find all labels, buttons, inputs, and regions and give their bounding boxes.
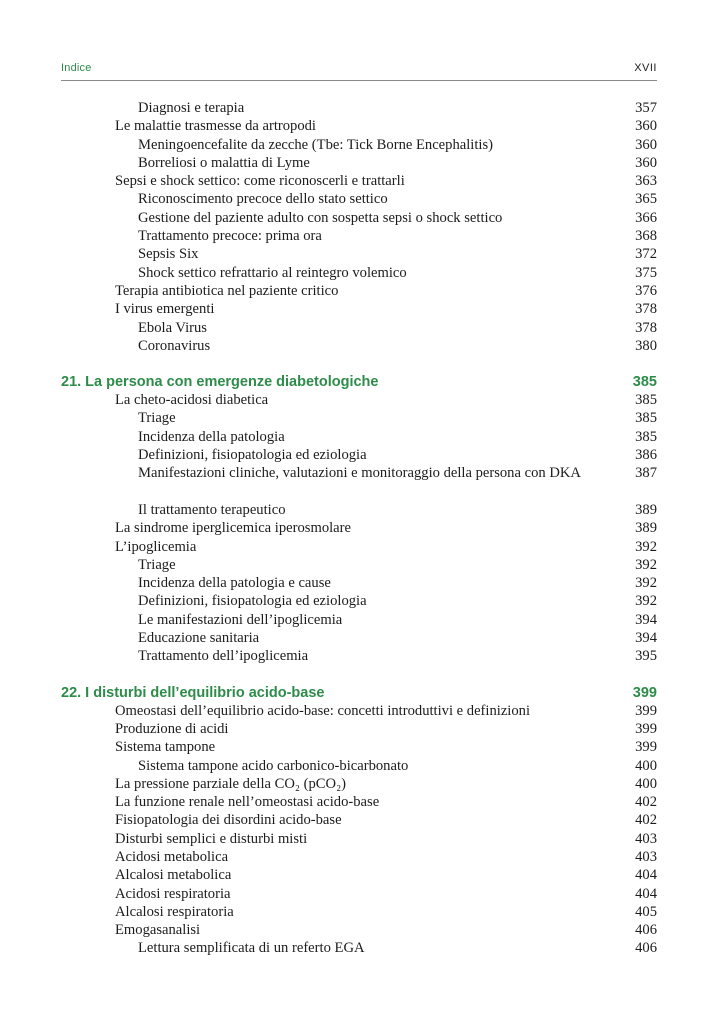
toc-entry-page: 366 xyxy=(635,209,657,226)
toc-subsection-entry[interactable] xyxy=(61,319,657,337)
toc-entry-title: Le malattie trasmesse da artropodi xyxy=(115,118,316,135)
toc-entry-page: 400 xyxy=(635,775,657,792)
toc-entry-title: Il trattamento terapeutico xyxy=(138,501,286,518)
toc-entry-title: Riconoscimento precoce dello stato settico xyxy=(138,191,388,208)
toc-entry-page: 402 xyxy=(635,794,657,811)
toc-section-entry[interactable] xyxy=(61,282,657,300)
toc-section-entry[interactable] xyxy=(61,172,657,190)
toc-entry-page: 395 xyxy=(635,648,657,665)
toc-entry-title: L’ipoglicemia xyxy=(115,538,197,555)
toc-subsection-entry[interactable] xyxy=(61,190,657,208)
toc-entry-page: 368 xyxy=(635,228,657,245)
toc-subsection-entry[interactable] xyxy=(61,409,657,427)
toc-section-entry[interactable] xyxy=(61,702,657,720)
toc-subsection-entry[interactable] xyxy=(61,464,657,501)
toc-section-entry[interactable] xyxy=(61,811,657,829)
toc-entry-title: Alcalosi respiratoria xyxy=(115,903,234,920)
toc-entry-page: 360 xyxy=(635,136,657,153)
toc-entry-page: 392 xyxy=(635,556,657,573)
toc-entry-title: Disturbi semplici e disturbi misti xyxy=(115,830,308,847)
toc-subsection-entry[interactable] xyxy=(61,337,657,355)
toc-subsection-entry[interactable] xyxy=(61,136,657,154)
toc-entry-page: 392 xyxy=(635,575,657,592)
section-title: Indice xyxy=(61,62,92,74)
toc-entry-page: 399 xyxy=(632,684,657,701)
toc-subsection-entry[interactable] xyxy=(61,629,657,647)
toc-entry-page: 404 xyxy=(635,885,657,902)
toc-entry-page: 385 xyxy=(635,428,657,445)
toc-entry-title: La funzione renale nell’omeostasi acido-base xyxy=(115,794,380,811)
toc-section-entry[interactable] xyxy=(61,866,657,884)
page-number: XVII xyxy=(634,62,657,74)
toc-entry-title: Terapia antibiotica nel paziente critico xyxy=(115,282,339,299)
toc-entry-title: Gestione del paziente adulto con sospetta sepsi o shock settico xyxy=(138,209,503,226)
toc-entry-page: 387 xyxy=(635,465,657,482)
chapter-spacer xyxy=(61,666,657,684)
toc-subsection-entry[interactable] xyxy=(61,592,657,610)
toc-entry-page: 372 xyxy=(635,246,657,263)
toc-subsection-entry[interactable] xyxy=(61,99,657,117)
toc-entry-page: 385 xyxy=(635,392,657,409)
toc-subsection-entry[interactable] xyxy=(61,428,657,446)
toc-subsection-entry[interactable] xyxy=(61,501,657,519)
toc-entry-page: 394 xyxy=(635,611,657,628)
toc-entry-page: 360 xyxy=(635,118,657,135)
chapter-spacer xyxy=(61,355,657,373)
toc-entry-title: Acidosi metabolica xyxy=(115,848,229,865)
toc-entry-title: Manifestazioni cliniche, valutazioni e monitoraggio della persona con DKA xyxy=(138,465,581,482)
toc-section-entry[interactable] xyxy=(61,538,657,556)
toc-entry-page: 365 xyxy=(635,191,657,208)
toc-subsection-entry[interactable] xyxy=(61,446,657,464)
toc-entry-title: Triage xyxy=(138,410,176,427)
toc-section-entry[interactable] xyxy=(61,903,657,921)
toc-entry-page: 363 xyxy=(635,173,657,190)
toc-entry-page: 403 xyxy=(635,830,657,847)
toc-subsection-entry[interactable] xyxy=(61,611,657,629)
toc-entry-title: Sepsis Six xyxy=(138,246,199,263)
toc-entry-title: Definizioni, fisiopatologia ed eziologia xyxy=(138,447,367,464)
toc-section-entry[interactable] xyxy=(61,519,657,537)
toc-entry-title: La sindrome iperglicemica iperosmolare xyxy=(115,520,351,537)
toc-entry-title: Produzione di acidi xyxy=(115,720,229,737)
toc-section-entry[interactable] xyxy=(61,738,657,756)
toc-entry-page: 394 xyxy=(635,630,657,647)
toc-section-entry[interactable] xyxy=(61,720,657,738)
toc-entry-title: Coronavirus xyxy=(138,337,211,354)
toc-subsection-entry[interactable] xyxy=(61,647,657,665)
toc-subsection-entry[interactable] xyxy=(61,757,657,775)
toc-entry-page: 385 xyxy=(635,410,657,427)
toc-entry-title: Diagnosi e terapia xyxy=(138,100,245,116)
table-of-contents xyxy=(61,99,657,958)
toc-section-entry[interactable] xyxy=(61,775,657,793)
toc-entry-title: I virus emergenti xyxy=(115,301,215,318)
toc-entry-page: 389 xyxy=(635,501,657,518)
toc-entry-title: Trattamento dell’ipoglicemia xyxy=(138,648,309,665)
toc-entry-title: Fisiopatologia dei disordini acido-base xyxy=(115,812,342,829)
toc-entry-title: Alcalosi metabolica xyxy=(115,867,232,884)
toc-entry-page: 392 xyxy=(635,593,657,610)
toc-entry-page: 378 xyxy=(635,301,657,318)
toc-section-entry[interactable] xyxy=(61,300,657,318)
toc-entry-page: 404 xyxy=(635,867,657,884)
toc-subsection-entry[interactable] xyxy=(61,264,657,282)
toc-entry-page: 385 xyxy=(632,374,657,391)
toc-entry-page: 400 xyxy=(635,757,657,774)
toc-entry-title: Trattamento precoce: prima ora xyxy=(138,228,322,245)
toc-entry-page: 380 xyxy=(635,337,657,354)
toc-subsection-entry[interactable] xyxy=(61,556,657,574)
toc-section-entry[interactable] xyxy=(61,830,657,848)
toc-section-entry[interactable] xyxy=(61,793,657,811)
toc-entry-title: Definizioni, fisiopatologia ed eziologia xyxy=(138,593,367,610)
toc-subsection-entry[interactable] xyxy=(61,245,657,263)
toc-entry-title: Educazione sanitaria xyxy=(138,630,260,647)
toc-entry-page: 406 xyxy=(635,940,657,957)
toc-entry-page: 386 xyxy=(635,447,657,464)
toc-entry-title: Sistema tampone acido carbonico-bicarbonato xyxy=(138,757,409,774)
toc-entry-page: 360 xyxy=(635,154,657,171)
toc-entry-title: Acidosi respiratoria xyxy=(115,885,231,902)
toc-chapter-heading[interactable] xyxy=(61,373,657,391)
toc-entry-title: Incidenza della patologia e cause xyxy=(138,575,331,592)
toc-section-entry[interactable] xyxy=(61,921,657,939)
toc-entry-page: 406 xyxy=(635,922,657,939)
toc-entry-title: La cheto-acidosi diabetica xyxy=(115,392,269,409)
toc-section-entry[interactable] xyxy=(61,117,657,135)
toc-entry-page: 392 xyxy=(635,538,657,555)
toc-entry-title: Sepsi e shock settico: come riconoscerli e trattarli xyxy=(115,173,405,190)
toc-subsection-entry[interactable] xyxy=(61,209,657,227)
toc-entry-title: Le manifestazioni dell’ipoglicemia xyxy=(138,611,343,628)
toc-entry-title: Emogasanalisi xyxy=(115,922,201,939)
page-header xyxy=(61,62,657,81)
toc-section-entry[interactable] xyxy=(61,885,657,903)
toc-entry-title: Borreliosi o malattia di Lyme xyxy=(138,154,310,171)
toc-subsection-entry[interactable] xyxy=(61,227,657,245)
toc-entry-title: Sistema tampone xyxy=(115,739,216,756)
toc-entry-title: Omeostasi dell’equilibrio acido-base: concetti introduttivi e definizioni xyxy=(115,702,530,719)
toc-entry-title: Ebola Virus xyxy=(138,319,207,336)
toc-entry-title: 21. La persona con emergenze diabetologiche xyxy=(61,374,379,391)
toc-section-entry[interactable] xyxy=(61,848,657,866)
toc-entry-page: 375 xyxy=(635,264,657,281)
toc-chapter-heading[interactable] xyxy=(61,684,657,702)
toc-entry-title: Incidenza della patologia xyxy=(138,428,285,445)
toc-entry-page: 403 xyxy=(635,848,657,865)
toc-entry-title: 22. I disturbi dell’equilibrio acido-base xyxy=(61,684,325,701)
toc-entry-page: 405 xyxy=(635,903,657,920)
toc-subsection-entry[interactable] xyxy=(61,154,657,172)
toc-entry-page: 402 xyxy=(635,812,657,829)
toc-entry-page: 399 xyxy=(635,702,657,719)
toc-entry-page: 389 xyxy=(635,520,657,537)
toc-entry-page: 357 xyxy=(635,100,657,116)
toc-entry-page: 399 xyxy=(635,739,657,756)
toc-entry-page: 376 xyxy=(635,282,657,299)
toc-entry-title: Shock settico refrattario al reintegro volemico xyxy=(138,264,407,281)
toc-entry-title: Lettura semplificata di un referto EGA xyxy=(138,940,365,957)
toc-entry-page: 378 xyxy=(635,319,657,336)
toc-entry-page: 399 xyxy=(635,720,657,737)
toc-subsection-entry[interactable] xyxy=(61,939,657,957)
toc-subsection-entry[interactable] xyxy=(61,574,657,592)
toc-section-entry[interactable] xyxy=(61,391,657,409)
toc-entry-title: Triage xyxy=(138,556,176,573)
toc-entry-title: La pressione parziale della CO₂ (pCO₂) xyxy=(115,775,347,792)
toc-entry-title: Meningoencefalite da zecche (Tbe: Tick Borne Encephalitis) xyxy=(138,136,493,153)
